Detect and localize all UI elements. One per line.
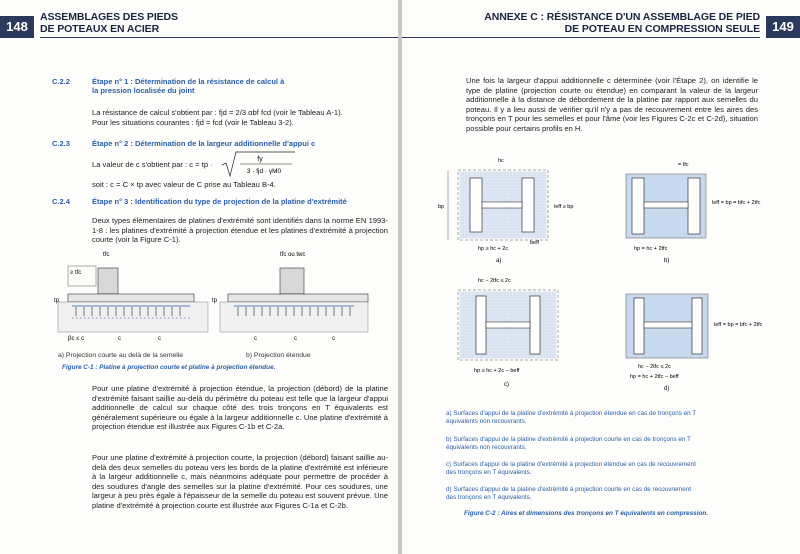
left-header (0, 0, 398, 40)
figure-c1-caption: Figure C-1 : Platine à projection courte et platine à projection étendue. (62, 364, 276, 371)
page-number: 148 (0, 16, 34, 38)
figure-c1 (54, 250, 368, 350)
header-title-line1: ANNEXE C : RÉSISTANCE D'UN ASSEMBLAGE DE PIED (484, 11, 760, 23)
section-title: Étape n° 1 : Détermination de la résistance de calcul à la pression localisée du joint (92, 77, 285, 95)
figure-c2 (438, 150, 778, 410)
paragraph-resistance: La résistance de calcul s'obtient par : fjd = 2/3 αbf fcd (voir le Tableau A-1). Pour les situations courantes : fjd = fcd (voir le Tableau 3-2). (92, 108, 343, 127)
svg-text:fy: fy (257, 156, 263, 163)
label-ge-tfc: ≥ tfc (70, 270, 82, 276)
diagram-b-label: b) (664, 258, 670, 264)
figure-c1b-label: b) Projection étendue (246, 352, 311, 359)
svg-text:3 · fjd · γM0: 3 · fjd · γM0 (246, 168, 282, 175)
label-c: c (332, 336, 335, 342)
svg-text:hp = hc + 2tfc: hp = hc + 2tfc (634, 246, 668, 252)
legend-d: d) Surfaces d'appui de la platine d'extrémité à projection courte en cas de recouvrement des tronçons en T équivalents. (446, 486, 691, 501)
header-rule (40, 37, 398, 38)
label-tp: tp (54, 298, 60, 304)
section-number: C.2.2 (52, 77, 70, 86)
figure-c1a (54, 252, 208, 342)
figure-c2-caption: Figure C-2 : Aires et dimensions des tronçons en T équivalents en compression. (464, 510, 709, 517)
label-tp: tp (212, 298, 218, 304)
diagram-c-label: c) (504, 382, 509, 388)
svg-text:hc: hc (498, 158, 504, 164)
diagram-d-label: d) (664, 386, 670, 392)
right-header (402, 0, 800, 40)
svg-text:hc − 2tfc ≤ 2c: hc − 2tfc ≤ 2c (638, 364, 671, 370)
section-title: Étape n° 2 : Détermination de la largeur additionnelle d'appui c (92, 139, 316, 148)
legend-a: a) Surfaces d'appui de la platine d'extrémité à projection étendue en cas de tronçons en T équivalents non recouvrants. (446, 410, 697, 425)
header-title-line1: ASSEMBLAGES DES PIEDS (40, 11, 178, 23)
svg-text:leff = bp = bfc + 2tfc: leff = bp = bfc + 2tfc (712, 200, 761, 206)
label-c: c (294, 336, 297, 342)
header-title-line2: DE POTEAUX EN ACIER (40, 23, 160, 35)
paragraph-extended: Pour une platine d'extrémité à projection étendue, la projection (débord) de la platine d'extrémité faisant saillie au-delà du périmètre du poteau est telle que la largeur d'appui additionnelle de calcul sur chaque côté des trois tronçons en T équivalents est généralement supérieure ou égale à la largeur additionnelle c. Une platine d'extrémité à projection étendue est illustrée aux Figures C-1b et C-2a. (92, 384, 388, 432)
right-page (402, 0, 800, 554)
svg-text:= tfc: = tfc (678, 162, 689, 168)
svg-text:hc − 2tfc ≤ 2c: hc − 2tfc ≤ 2c (478, 278, 511, 284)
diagram-d (626, 294, 763, 392)
svg-text:hp ≥ hc + 2c: hp ≥ hc + 2c (478, 246, 509, 252)
formula-c-label: La valeur de c s'obtient par : c = tp · (92, 160, 213, 169)
section-title: Étape n° 3 : Identification du type de projection de la platine d'extrémité (92, 197, 347, 206)
page-number: 149 (766, 16, 800, 38)
diagram-b (626, 162, 761, 264)
paragraph-short: Pour une platine d'extrémité à projection courte, la projection (débord) faisant saillie au-delà des deux semelles du poteau vers les bords de la platine d'extrémité est inférieure à la largeur additionnelle c, mais néanmoins adéquate pour permettre de procéder à des soudures d'angle des semelles sur la platine d'extrémité. Pour ces soudures, une largeur à peu près égale à l'épaisseur de la semelle du poteau est souvent prévue. Une platine d'extrémité à projection courte est illustrée aux Figures C-1a et C-2b. (92, 453, 388, 510)
formula-c-note: soit : c = C × tp avec valeur de C prise au Tableau B-4. (92, 180, 276, 189)
section-number: C.2.4 (52, 197, 70, 206)
label-tfc-twc: tfc ou twc (280, 252, 306, 258)
svg-text:leff ≥ bp: leff ≥ bp (554, 204, 574, 210)
label-c: c (254, 336, 257, 342)
svg-text:leff = bp = bfc + 2tfc: leff = bp = bfc + 2tfc (714, 322, 763, 328)
label-tfc: tfc (103, 252, 110, 258)
left-page (0, 0, 398, 554)
label-c: c (158, 336, 161, 342)
diagram-a-label: a) (496, 258, 502, 264)
paragraph-types: Deux types élémentaires de platines d'extrémité sont identifiés dans la norme EN 1993-1-8 : les platines d'extrémité à projection étendue et les platines d'extrémité à projection courte (voir la Figure C-1). (92, 216, 388, 245)
figure-c1a-label: a) Projection courte au delà de la semelle (58, 352, 184, 359)
diagram-c (458, 278, 558, 388)
label-c: c (118, 336, 121, 342)
svg-text:hp ≥ hc + 2c − beff: hp ≥ hc + 2c − beff (474, 368, 520, 374)
formula-c-sqrt (220, 150, 300, 180)
paragraph-intro: Une fois la largeur d'appui additionnelle c déterminée (voir l'Étape 2), on identifie le type de platine (projection courte ou étendue) en comparant la valeur de la largeur additionnelle à la distance de débordement de la platine par rapport aux semelles du poteau. Il y a lieu aussi de vérifier qu'il n'y a pas de recouvrement entre les aires des tronçons en T pour les semelles et pour l'âme (voir les Figures C-2c et C-2d), situation possible pour certains profils en H. (466, 76, 758, 133)
section-number: C.2.3 (52, 139, 70, 148)
header-title-line2: DE POTEAU EN COMPRESSION SEULE (564, 23, 760, 35)
svg-text:hp = hc + 2tfc − beff: hp = hc + 2tfc − beff (630, 374, 679, 380)
svg-text:bp: bp (438, 204, 445, 210)
svg-text:beff: beff (530, 240, 540, 246)
header-rule (402, 37, 760, 38)
label-beta: βc ≤ c (68, 336, 85, 342)
legend-c: c) Surfaces d'appui de la platine d'extrémité à projection étendue en cas de recouvrement des tronçons en T équivalents. (446, 461, 696, 476)
diagram-a (438, 158, 573, 264)
figure-c1b (212, 252, 368, 342)
legend-b: b) Surfaces d'appui de la platine d'extrémité à projection courte en cas de tronçons en T équivalents non recouvrants. (446, 436, 691, 451)
